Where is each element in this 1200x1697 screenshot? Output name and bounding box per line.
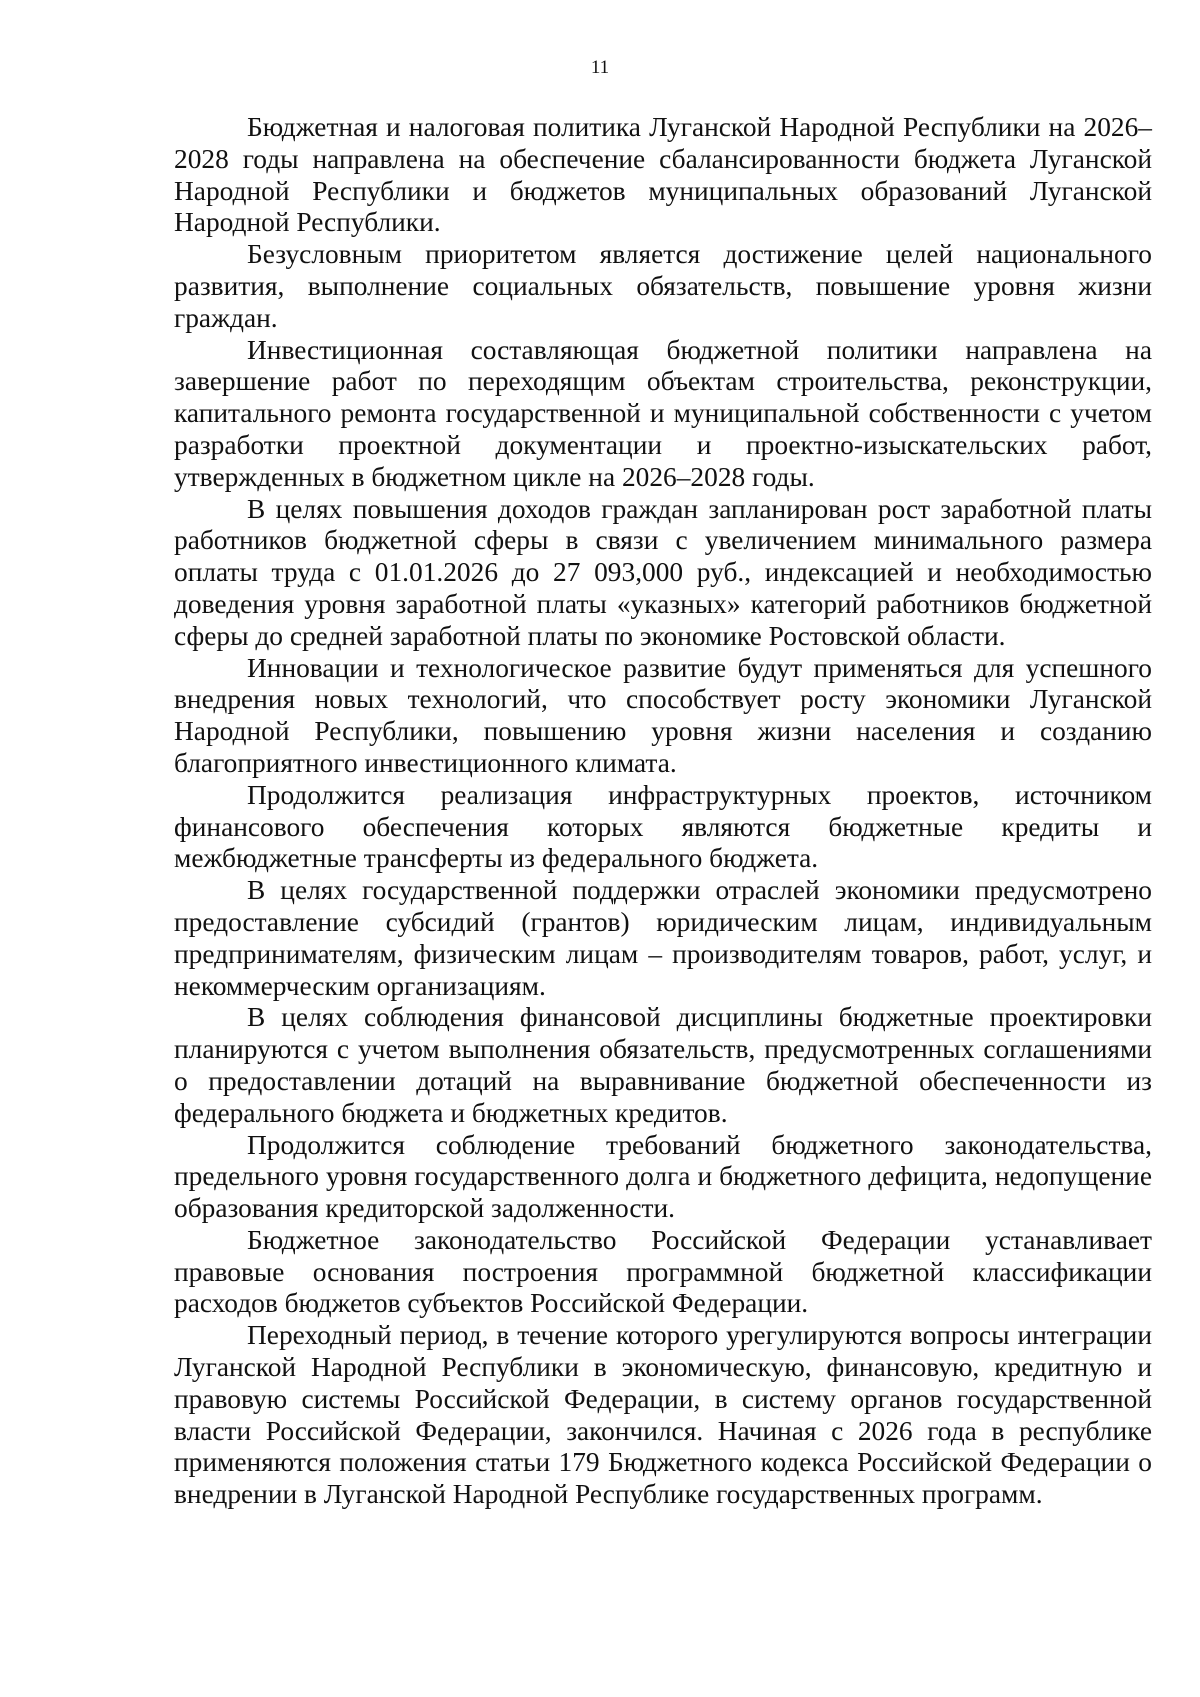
- document-body: [174, 112, 1152, 1511]
- paragraph-wages: В целях повышения доходов граждан запланирован рост заработной платы работников бюджетной сферы в связи с увеличением минимального размера оплаты труда с 01.01.2026 до 27 093,000 руб., индексацией и необходимостью доведения уровня заработной платы «указных» категорий работников бюджетной сферы до средней заработной платы по экономике Ростовской области.: [174, 493, 1152, 651]
- page-number: 11: [590, 57, 610, 78]
- paragraph-financial-discipline: В целях соблюдения финансовой дисциплины бюджетные проектировки планируются с учетом выполнения обязательств, предусмотренных соглашениями о предоставлении дотаций на выравнивание бюджетной обеспеченности из федерального бюджета и бюджетных кредитов.: [174, 1002, 1152, 1128]
- paragraph-transition-period: Переходный период, в течение которого урегулируются вопросы интеграции Луганской Народной Республики в экономическую, финансовую, кредитную и правовую системы Российской Федерации, в систему органов государственной власти Российской Федерации, закончился. Начиная с 2026 года в республике применяются положения статьи 179 Бюджетного кодекса Российской Федерации о внедрении в Луганской Народной Республике государственных программ.: [174, 1320, 1152, 1510]
- paragraph-subsidies: В целях государственной поддержки отраслей экономики предусмотрено предоставление субсидий (грантов) юридическим лицам, индивидуальным предпринимателям, физическим лицам – производителям товаров, работ, услуг, и некоммерческим организациям.: [174, 875, 1152, 1001]
- paragraph-budget-classification: Бюджетное законодательство Российской Федерации устанавливает правовые основания построения программной бюджетной классификации расходов бюджетов субъектов Российской Федерации.: [174, 1224, 1152, 1319]
- paragraph-legislation-compliance: Продолжится соблюдение требований бюджетного законодательства, предельного уровня государственного долга и бюджетного дефицита, недопущение образования кредиторской задолженности.: [174, 1129, 1152, 1224]
- paragraph-budget-policy: Бюджетная и налоговая политика Луганской Народной Республики на 2026–2028 годы направлена на обеспечение сбалансированности бюджета Луганской Народной Республики и бюджетов муниципальных образований Луганской Народной Республики.: [174, 112, 1152, 238]
- paragraph-investment: Инвестиционная составляющая бюджетной политики направлена на завершение работ по переходящим объектам строительства, реконструкции, капитального ремонта государственной и муниципальной собственности с учетом разработки проектной документации и проектно-изыскательских работ, утвержденных в бюджетном цикле на 2026–2028 годы.: [174, 334, 1152, 492]
- paragraph-infrastructure: Продолжится реализация инфраструктурных проектов, источником финансового обеспечения которых являются бюджетные кредиты и межбюджетные трансферты из федерального бюджета.: [174, 779, 1152, 874]
- paragraph-innovation: Инновации и технологическое развитие будут применяться для успешного внедрения новых технологий, что способствует росту экономики Луганской Народной Республики, повышению уровня жизни населения и созданию благоприятного инвестиционного климата.: [174, 652, 1152, 778]
- paragraph-priority: Безусловным приоритетом является достижение целей национального развития, выполнение социальных обязательств, повышение уровня жизни граждан.: [174, 239, 1152, 333]
